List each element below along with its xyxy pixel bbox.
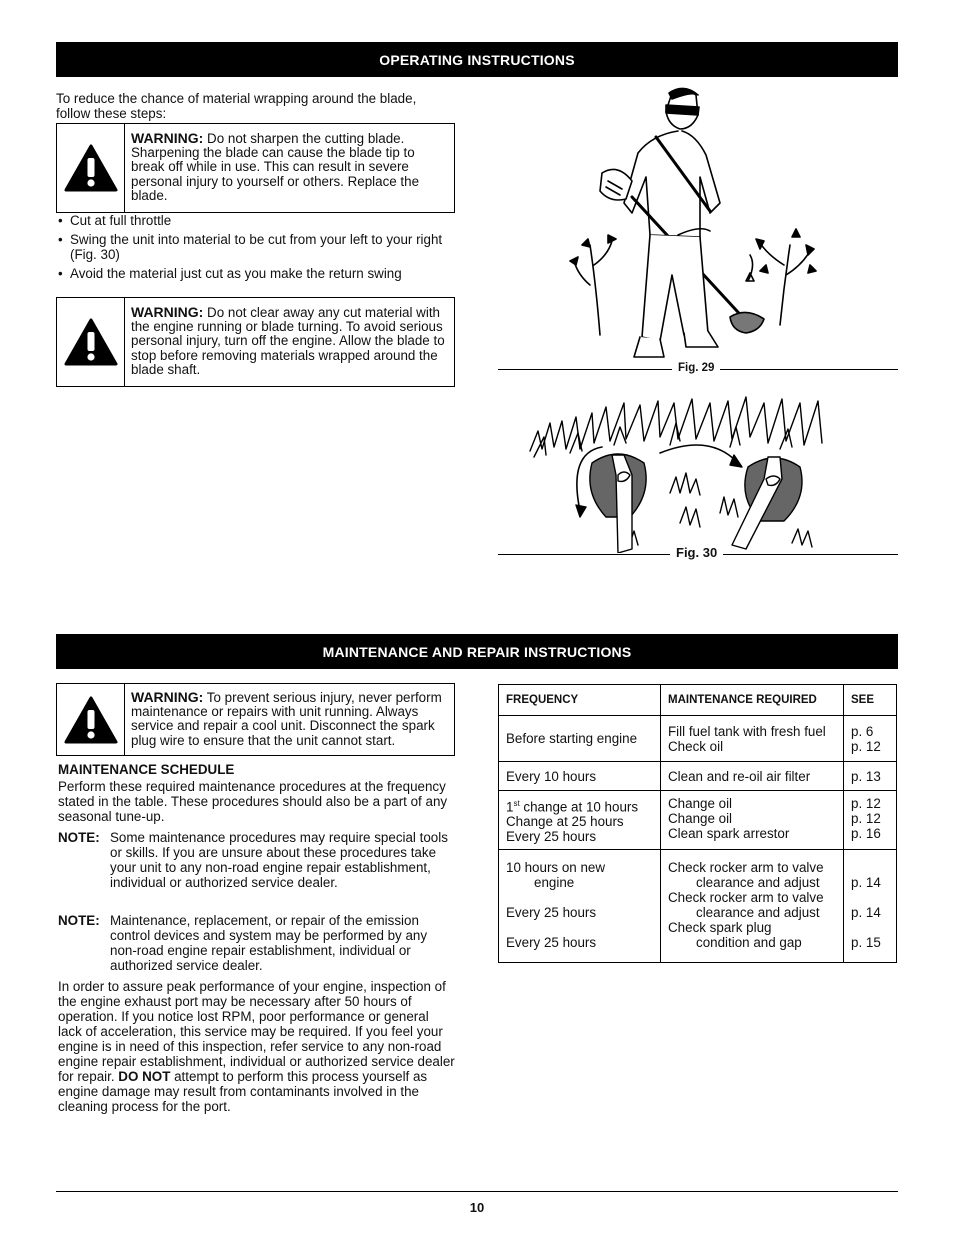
frequency-cell: 10 hours on new engine Every 25 hours Every 25 hours xyxy=(499,850,661,963)
warning-triangle-icon xyxy=(57,298,125,386)
maintenance-cell: Clean and re-oil air filter xyxy=(661,762,844,791)
warning-triangle-icon xyxy=(57,124,125,212)
maintenance-schedule-text: Perform these required maintenance procedures at the frequency stated in the table. These procedures should also be a part of any seasonal tune-up. xyxy=(58,779,448,824)
warning-box-maintenance xyxy=(56,683,455,756)
fig30-swing-illustration xyxy=(520,393,850,553)
footer-rule xyxy=(56,1191,898,1192)
column-header-see: SEE xyxy=(844,685,897,716)
warning-triangle-icon xyxy=(57,684,125,755)
page-number: 10 xyxy=(469,1200,485,1215)
see-cell: p. 14 p. 14 p. 15 xyxy=(844,850,897,963)
list-item: • Swing the unit into material to be cut from your left to your right (Fig. 30) xyxy=(56,232,446,262)
warning-text: WARNING: To prevent serious injury, never perform maintenance or repairs with unit running. Always service and repair a cool unit. Disconnect the spark plug wire to ensure that the unit cannot start. xyxy=(131,689,442,748)
note-special-tools: NOTE: Some maintenance procedures may require special tools or skills. If you are unsure about these procedures take your unit to any non-road engine repair establishment, individual or authorized service dealer. xyxy=(58,830,448,890)
table-row xyxy=(499,762,897,791)
operating-instructions-header: OPERATING INSTRUCTIONS xyxy=(56,42,898,77)
maintenance-table xyxy=(498,684,897,963)
table-row xyxy=(499,850,897,963)
see-cell: p. 13 xyxy=(844,762,897,791)
column-header-frequency: FREQUENCY xyxy=(499,685,661,716)
fig29-operator-illustration xyxy=(560,85,830,363)
fig30-caption: Fig. 30 xyxy=(670,545,723,560)
warning-text: WARNING: Do not sharpen the cutting blade. Sharpening the blade can cause the blade tip to break off while in use. This can result in severe personal injury to yourself or others. Replace the blade. xyxy=(131,130,420,203)
operating-intro: To reduce the chance of material wrapping around the blade, follow these steps: xyxy=(56,91,417,121)
maintenance-header: MAINTENANCE AND REPAIR INSTRUCTIONS xyxy=(56,634,898,669)
table-row xyxy=(499,791,897,850)
warning-box-clear-material xyxy=(56,297,455,387)
frequency-cell: Every 10 hours xyxy=(499,762,661,791)
note-emission-control: NOTE: Maintenance, replacement, or repair of the emission control devices and system may be performed by any non-road engine repair establishment, individual or authorized service dealer. xyxy=(58,913,428,973)
table-row xyxy=(499,716,897,762)
maintenance-schedule-title: MAINTENANCE SCHEDULE xyxy=(58,762,235,777)
maintenance-cell: Check rocker arm to valve clearance and adjust Check rocker arm to valve clearance and adjust Check spark plug condition and gap xyxy=(661,850,844,963)
see-cell: p. 6 p. 12 xyxy=(844,716,897,762)
operating-steps-list xyxy=(56,213,446,285)
list-item: • Avoid the material just cut as you make the return swing xyxy=(56,266,446,281)
warning-text: WARNING: Do not clear away any cut material with the engine running or blade turning. To avoid serious personal injury, turn off the engine. Allow the blade to stop before removing materials wrapped around the blade shaft. xyxy=(131,304,445,377)
list-item: • Cut at full throttle xyxy=(56,213,446,228)
table-header-row xyxy=(499,685,897,716)
frequency-cell: Before starting engine xyxy=(499,716,661,762)
maintenance-cell: Change oil Change oil Clean spark arrestor xyxy=(661,791,844,850)
exhaust-port-paragraph: In order to assure peak performance of your engine, inspection of the engine exhaust port may be necessary after 50 hours of operation. If you notice lost RPM, poor performance or general lack of acceleration, this service may be required. If you feel your engine is in need of this inspection, refer service to any non-road engine repair establishment, individual or authorized service dealer for repair. DO NOT attempt to perform this process yourself as engine damage may result from contaminants involved in the cleaning process for the port. xyxy=(58,979,455,1114)
warning-box-sharpen xyxy=(56,123,455,213)
maintenance-cell: Fill fuel tank with fresh fuel Check oil xyxy=(661,716,844,762)
frequency-cell: 1st change at 10 hours Change at 25 hours Every 25 hours xyxy=(499,791,661,850)
column-header-maintenance: MAINTENANCE REQUIRED xyxy=(661,685,844,716)
fig29-caption: Fig. 29 xyxy=(672,362,720,374)
see-cell: p. 12 p. 12 p. 16 xyxy=(844,791,897,850)
